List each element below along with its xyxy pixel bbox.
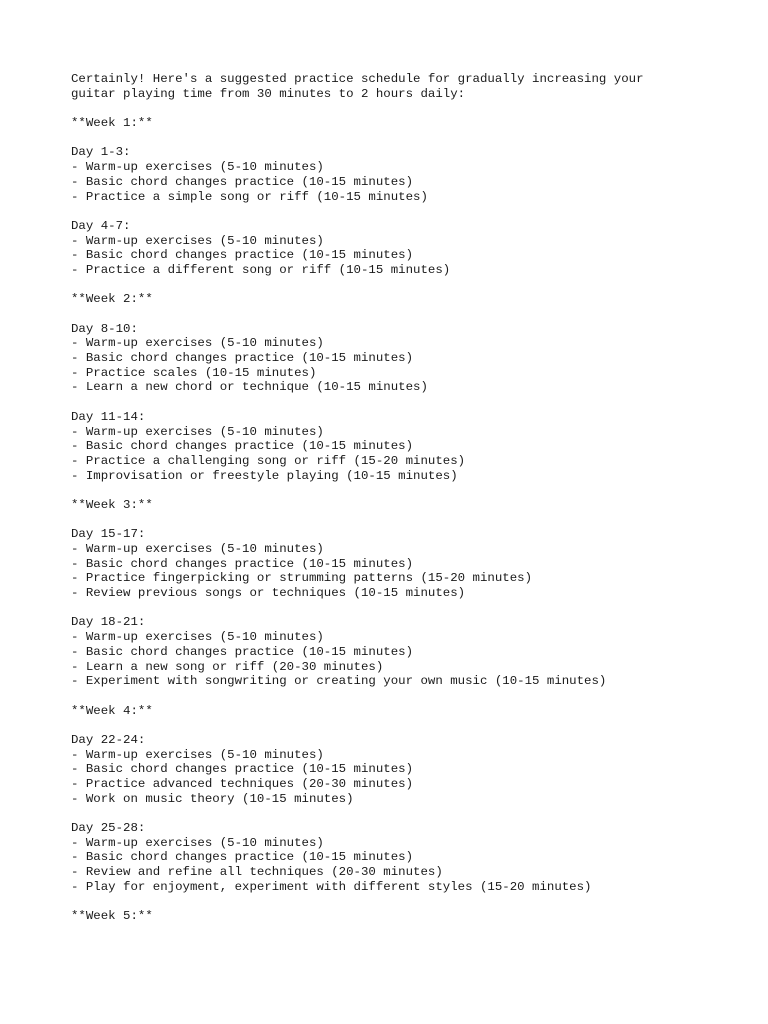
list-item: - Warm-up exercises (5-10 minutes) (71, 336, 324, 351)
week-heading: **Week 1:** (71, 116, 153, 131)
list-item: - Basic chord changes practice (10-15 minutes) (71, 762, 414, 777)
blank-line (71, 483, 751, 498)
list-item: - Work on music theory (10-15 minutes) (71, 791, 354, 806)
list-item: - Learn a new chord or technique (10-15 minutes) (71, 380, 428, 395)
list-item: - Practice a challenging song or riff (15-20 minutes) (71, 453, 466, 468)
list-item: - Basic chord changes practice (10-15 minutes) (71, 644, 414, 659)
list-item: - Warm-up exercises (5-10 minutes) (71, 630, 324, 645)
document-page (71, 72, 751, 924)
list-item: - Practice scales (10-15 minutes) (71, 365, 317, 380)
list-item: - Practice advanced techniques (20-30 minutes) (71, 777, 414, 791)
list-item: - Basic chord changes practice (10-15 minutes) (71, 248, 414, 263)
list-item: - Warm-up exercises (5-10 minutes) (71, 747, 324, 762)
week-heading: **Week 3:** (71, 497, 153, 512)
list-item: - Basic chord changes practice (10-15 minutes) (71, 174, 414, 189)
list-item: - Warm-up exercises (5-10 minutes) (71, 424, 324, 439)
week-heading: **Week 4:** (71, 703, 153, 718)
list-item: - Warm-up exercises (5-10 minutes) (71, 233, 324, 248)
list-item: - Improvisation or freestyle playing (10-15 minutes) (71, 468, 458, 483)
list-item: - Play for enjoyment, experiment with different styles (15-20 minutes) (71, 879, 592, 894)
blank-line (71, 278, 751, 293)
week-heading: **Week 5:** (71, 909, 153, 924)
blank-line (71, 307, 751, 322)
list-item: - Practice fingerpicking or strumming patterns (15-20 minutes) (71, 571, 533, 586)
blank-line (71, 718, 751, 733)
intro-line: Certainly! Here's a suggested practice schedule for gradually increasing your (71, 72, 644, 86)
blank-line (71, 101, 751, 116)
blank-line (71, 204, 751, 219)
week-heading: **Week 2:** (71, 292, 153, 307)
blank-line (71, 131, 751, 146)
list-item: - Basic chord changes practice (10-15 minutes) (71, 351, 414, 366)
list-item: - Basic chord changes practice (10-15 minutes) (71, 439, 414, 454)
list-item: - Practice a different song or riff (10-15 minutes) (71, 262, 451, 277)
blank-line (71, 395, 751, 410)
list-item: - Review previous songs or techniques (10-15 minutes) (71, 586, 466, 601)
day-heading: Day 25-28: (71, 821, 146, 836)
blank-line (71, 689, 751, 704)
day-heading: Day 8-10: (71, 321, 138, 336)
list-item: - Basic chord changes practice (10-15 minutes) (71, 556, 414, 571)
list-item: - Warm-up exercises (5-10 minutes) (71, 542, 324, 556)
list-item: - Warm-up exercises (5-10 minutes) (71, 835, 324, 850)
list-item: - Experiment with songwriting or creating your own music (10-15 minutes) (71, 674, 607, 689)
blank-line (71, 513, 751, 528)
blank-line (71, 806, 751, 821)
list-item: - Basic chord changes practice (10-15 minutes) (71, 850, 414, 865)
day-heading: Day 18-21: (71, 615, 146, 630)
list-item: - Warm-up exercises (5-10 minutes) (71, 160, 324, 175)
list-item: - Practice a simple song or riff (10-15 minutes) (71, 189, 428, 204)
list-item: - Review and refine all techniques (20-30 minutes) (71, 865, 443, 880)
day-heading: Day 1-3: (71, 145, 131, 160)
blank-line (71, 895, 751, 910)
day-heading: Day 15-17: (71, 527, 146, 542)
day-heading: Day 4-7: (71, 218, 131, 233)
blank-line (71, 601, 751, 616)
day-heading: Day 11-14: (71, 409, 146, 424)
day-heading: Day 22-24: (71, 732, 146, 747)
list-item: - Learn a new song or riff (20-30 minutes) (71, 659, 384, 674)
intro-line: guitar playing time from 30 minutes to 2 hours daily: (71, 86, 466, 101)
